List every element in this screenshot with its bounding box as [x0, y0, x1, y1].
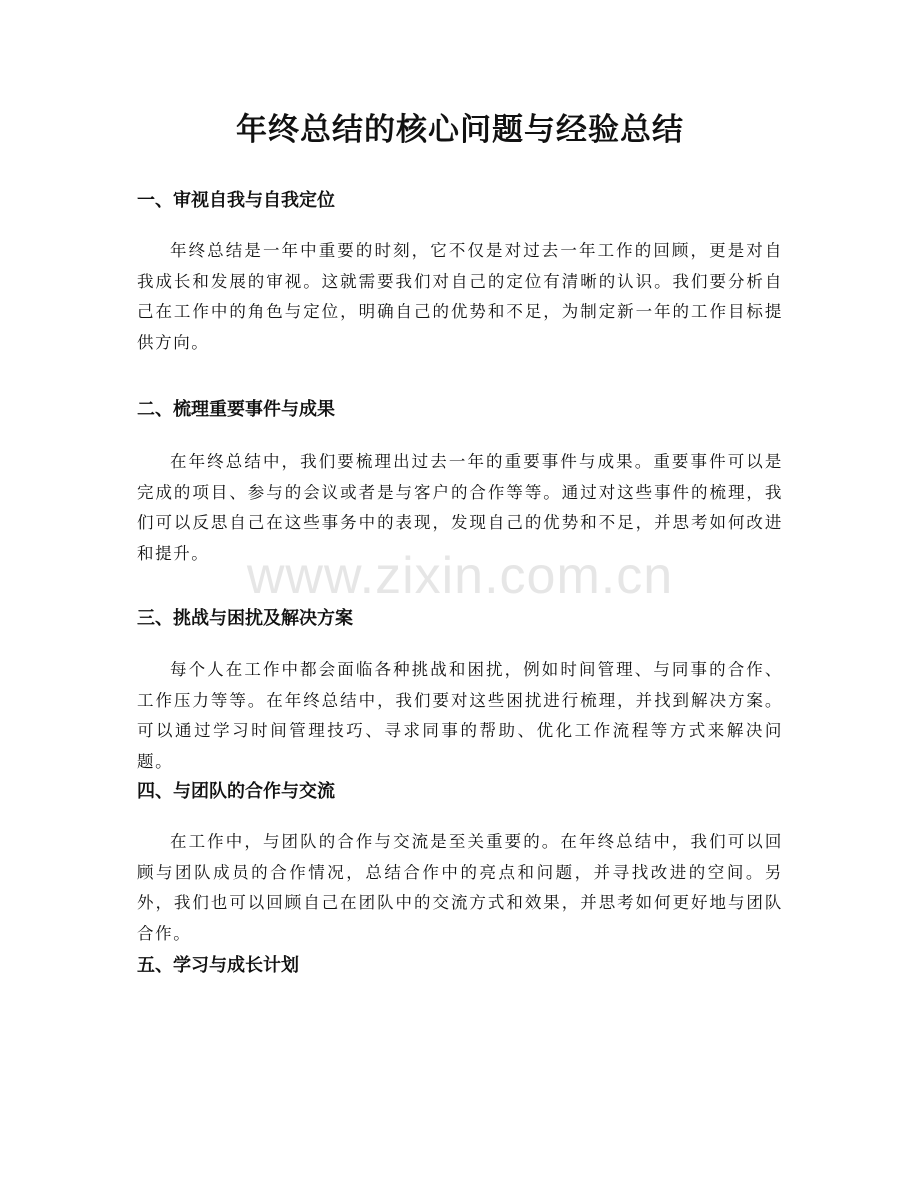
document-title: 年终总结的核心问题与经验总结: [236, 112, 684, 148]
section-paragraph-2: 在年终总结中，我们要梳理出过去一年的重要事件与成果。重要事件可以是完成的项目、参与的会议或者是与客户的合作等等。通过对这些事件的梳理，我们可以反思自己在这些事务中的表现，发现自己的优势和不足，并思考如何改进和提升。: [137, 452, 783, 563]
section-heading-3: 三、挑战与困扰及解决方案: [137, 608, 353, 629]
section-heading-2: 二、梳理重要事件与成果: [137, 399, 335, 420]
watermark-text: www.zixin.com.cn: [246, 547, 674, 605]
section-paragraph-3: 每个人在工作中都会面临各种挑战和困扰，例如时间管理、与同事的合作、工作压力等等。在年终总结中，我们要对这些困扰进行梳理，并找到解决方案。可以通过学习时间管理技巧、寻求同事的帮助、优化工作流程等方式来解决问题。: [137, 660, 783, 771]
section-heading-4: 四、与团队的合作与交流: [137, 781, 335, 802]
section-heading-5: 五、学习与成长计划: [137, 955, 299, 976]
section-paragraph-4: 在工作中，与团队的合作与交流是至关重要的。在年终总结中，我们可以回顾与团队成员的合作情况，总结合作中的亮点和问题，并寻找改进的空间。另外，我们也可以回顾自己在团队中的交流方式和效果，并思考如何更好地与团队合作。: [137, 832, 783, 943]
section-paragraph-1: 年终总结是一年中重要的时刻，它不仅是对过去一年工作的回顾，更是对自我成长和发展的审视。这就需要我们对自己的定位有清晰的认识。我们要分析自己在工作中的角色与定位，明确自己的优势和不足，为制定新一年的工作目标提供方向。: [137, 241, 783, 352]
section-heading-1: 一、审视自我与自我定位: [137, 190, 335, 211]
